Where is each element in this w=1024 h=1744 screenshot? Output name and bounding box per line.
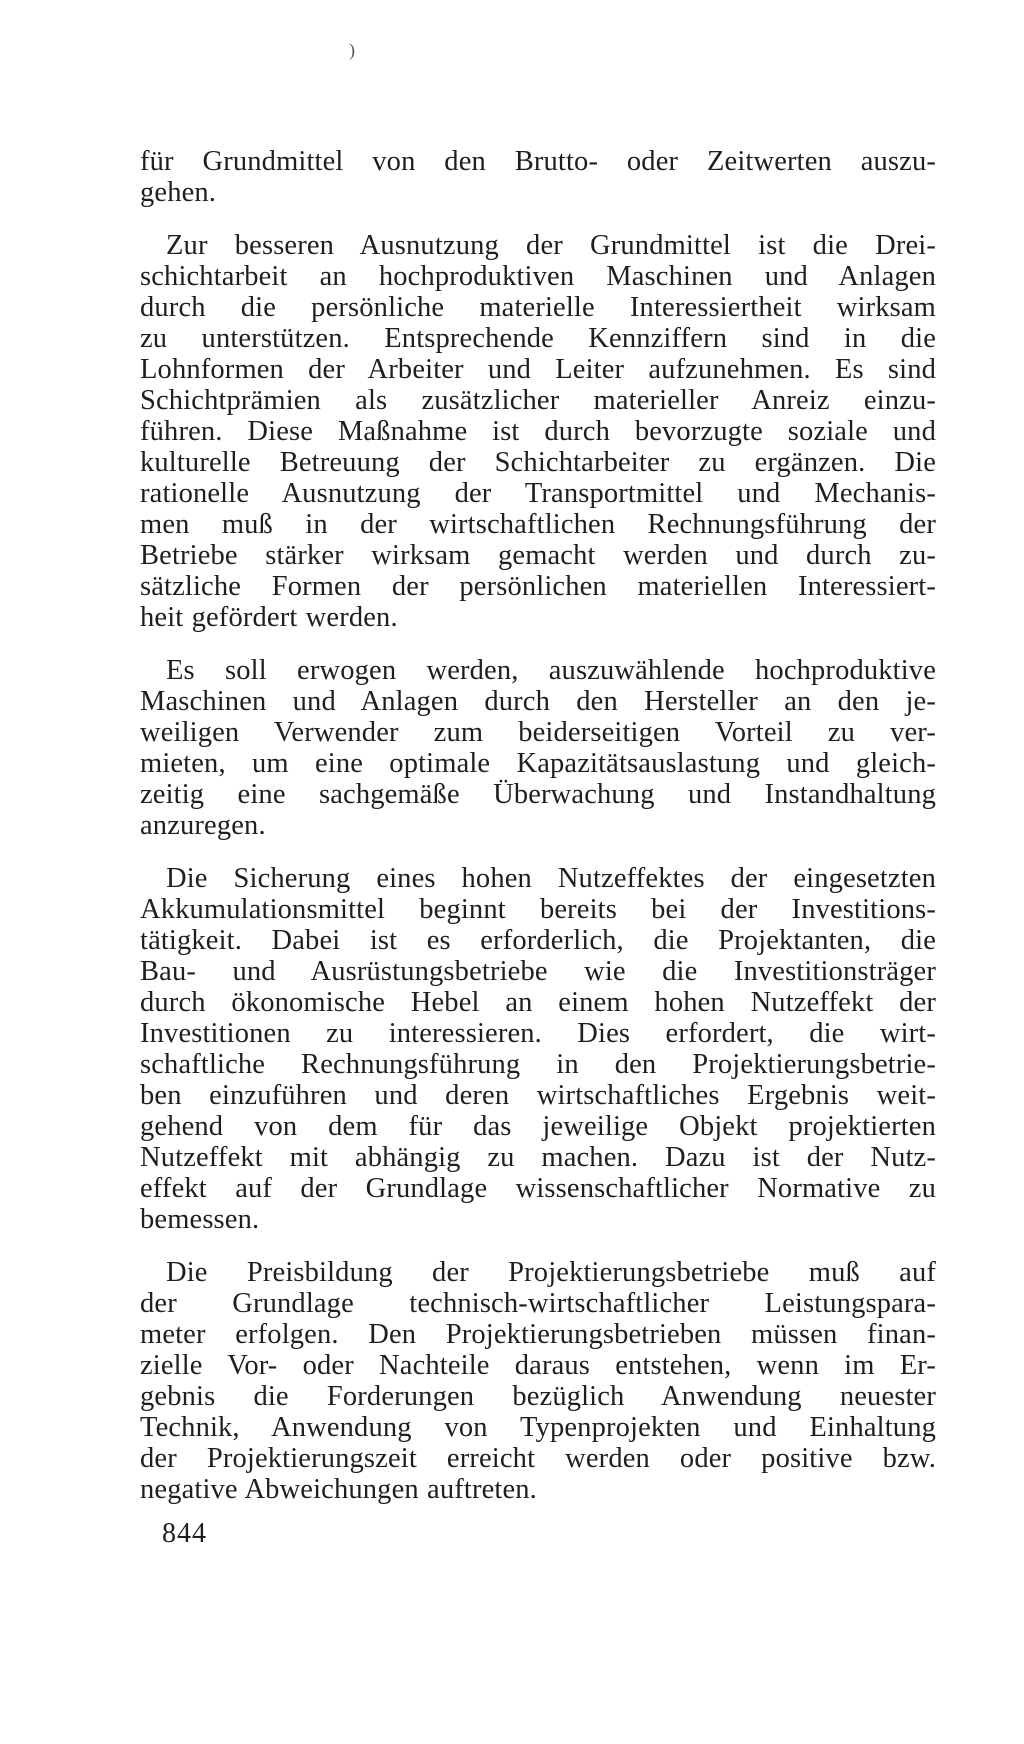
line-text: men muß in der wirtschaftlichen Rechnungsführung der [140,509,936,540]
line-text: Akkumulationsmittel beginnt bereits bei der Investitions- [140,894,936,925]
text-line [140,540,936,571]
line-text: heit gefördert werden. [140,602,398,633]
paragraph-gap [140,841,936,863]
line-text: Schichtprämien als zusätzlicher materieller Anreiz einzu- [140,385,936,416]
paragraph [140,655,936,841]
text-line [140,1018,936,1049]
body-text [140,146,936,1505]
line-text: anzuregen. [140,810,266,841]
text-line [140,1381,936,1412]
text-line [140,1288,936,1319]
line-text: bemessen. [140,1204,260,1235]
text-line [140,602,936,633]
line-text: Betriebe stärker wirksam gemacht werden und durch zu- [140,540,936,571]
line-text: zielle Vor- oder Nachteile daraus entstehen, wenn im Er- [140,1350,936,1381]
line-text: kulturelle Betreuung der Schichtarbeiter zu ergänzen. Die [140,447,936,478]
text-line [140,416,936,447]
text-line [140,146,936,177]
text-line [140,863,936,894]
line-text: Die Sicherung eines hohen Nutzeffektes der eingesetzten [166,863,936,894]
text-line [140,354,936,385]
text-line [140,925,936,956]
line-text: Technik, Anwendung von Typenprojekten und Einhaltung [140,1412,936,1443]
line-text: schaftliche Rechnungsführung in den Projektierungsbetrie- [140,1049,936,1080]
line-text: rationelle Ausnutzung der Transportmittel und Mechanis- [140,478,936,509]
paragraph [140,1257,936,1505]
text-line [140,1080,936,1111]
line-text: durch ökonomische Hebel an einem hohen Nutzeffekt der [140,987,936,1018]
text-line [140,894,936,925]
paragraph-gap [140,1235,936,1257]
line-text: Nutzeffekt mit abhängig zu machen. Dazu ist der Nutz- [140,1142,936,1173]
text-line [140,686,936,717]
text-line [140,230,936,261]
line-text: sätzliche Formen der persönlichen materiellen Interessiert- [140,571,936,602]
line-text: Investitionen zu interessieren. Dies erfordert, die wirt- [140,1018,936,1049]
text-line [140,1142,936,1173]
line-text: für Grundmittel von den Brutto- oder Zeitwerten auszu- [140,146,936,177]
line-text: führen. Diese Maßnahme ist durch bevorzugte soziale und [140,416,936,447]
text-line [140,571,936,602]
top-margin-mark: ) [349,40,355,60]
text-line [140,810,936,841]
text-line [140,261,936,292]
text-line [140,292,936,323]
text-line [140,779,936,810]
line-text: zu unterstützen. Entsprechende Kennziffern sind in die [140,323,936,354]
text-line [140,1350,936,1381]
page-number: 844 [162,1518,207,1549]
text-line [140,1257,936,1288]
line-text: zeitig eine sachgemäße Überwachung und Instandhaltung [140,779,936,810]
line-text: weiligen Verwender zum beiderseitigen Vorteil zu ver- [140,717,936,748]
line-text: Es soll erwogen werden, auszuwählende hochproduktive [166,655,936,686]
line-text: mieten, um eine optimale Kapazitätsauslastung und gleich- [140,748,936,779]
text-line [140,385,936,416]
line-text: der Grundlage technisch-wirtschaftlicher Leistungspara- [140,1288,936,1319]
text-line [140,987,936,1018]
line-text: der Projektierungszeit erreicht werden oder positive bzw. [140,1443,936,1474]
text-line [140,1474,936,1505]
text-line [140,177,936,208]
line-text: effekt auf der Grundlage wissenschaftlicher Normative zu [140,1173,936,1204]
line-text: Lohnformen der Arbeiter und Leiter aufzunehmen. Es sind [140,354,936,385]
text-line [140,655,936,686]
line-text: negative Abweichungen auftreten. [140,1474,537,1505]
line-text: gebnis die Forderungen bezüglich Anwendung neuester [140,1381,936,1412]
line-text: durch die persönliche materielle Interessiertheit wirksam [140,292,936,323]
text-line [140,1111,936,1142]
text-line [140,323,936,354]
line-text: Die Preisbildung der Projektierungsbetriebe muß auf [166,1257,936,1288]
paragraph [140,230,936,633]
text-line [140,447,936,478]
text-line [140,717,936,748]
text-line [140,1443,936,1474]
text-line [140,1319,936,1350]
line-text: tätigkeit. Dabei ist es erforderlich, die Projektanten, die [140,925,936,956]
text-line [140,1204,936,1235]
line-text: Maschinen und Anlagen durch den Hersteller an den je- [140,686,936,717]
text-line [140,748,936,779]
paragraph [140,146,936,208]
line-text: ben einzuführen und deren wirtschaftliches Ergebnis weit- [140,1080,936,1111]
paragraph [140,863,936,1235]
paragraph-gap [140,633,936,655]
line-text: gehend von dem für das jeweilige Objekt projektierten [140,1111,936,1142]
paragraph-gap [140,208,936,230]
text-line [140,478,936,509]
text-line [140,956,936,987]
text-line [140,1049,936,1080]
line-text: meter erfolgen. Den Projektierungsbetrieben müssen finan- [140,1319,936,1350]
text-line [140,1412,936,1443]
text-line [140,509,936,540]
text-line [140,1173,936,1204]
line-text: Bau- und Ausrüstungsbetriebe wie die Investitionsträger [140,956,936,987]
line-text: gehen. [140,177,217,208]
line-text: Zur besseren Ausnutzung der Grundmittel ist die Drei- [166,230,936,261]
line-text: schichtarbeit an hochproduktiven Maschinen und Anlagen [140,261,936,292]
